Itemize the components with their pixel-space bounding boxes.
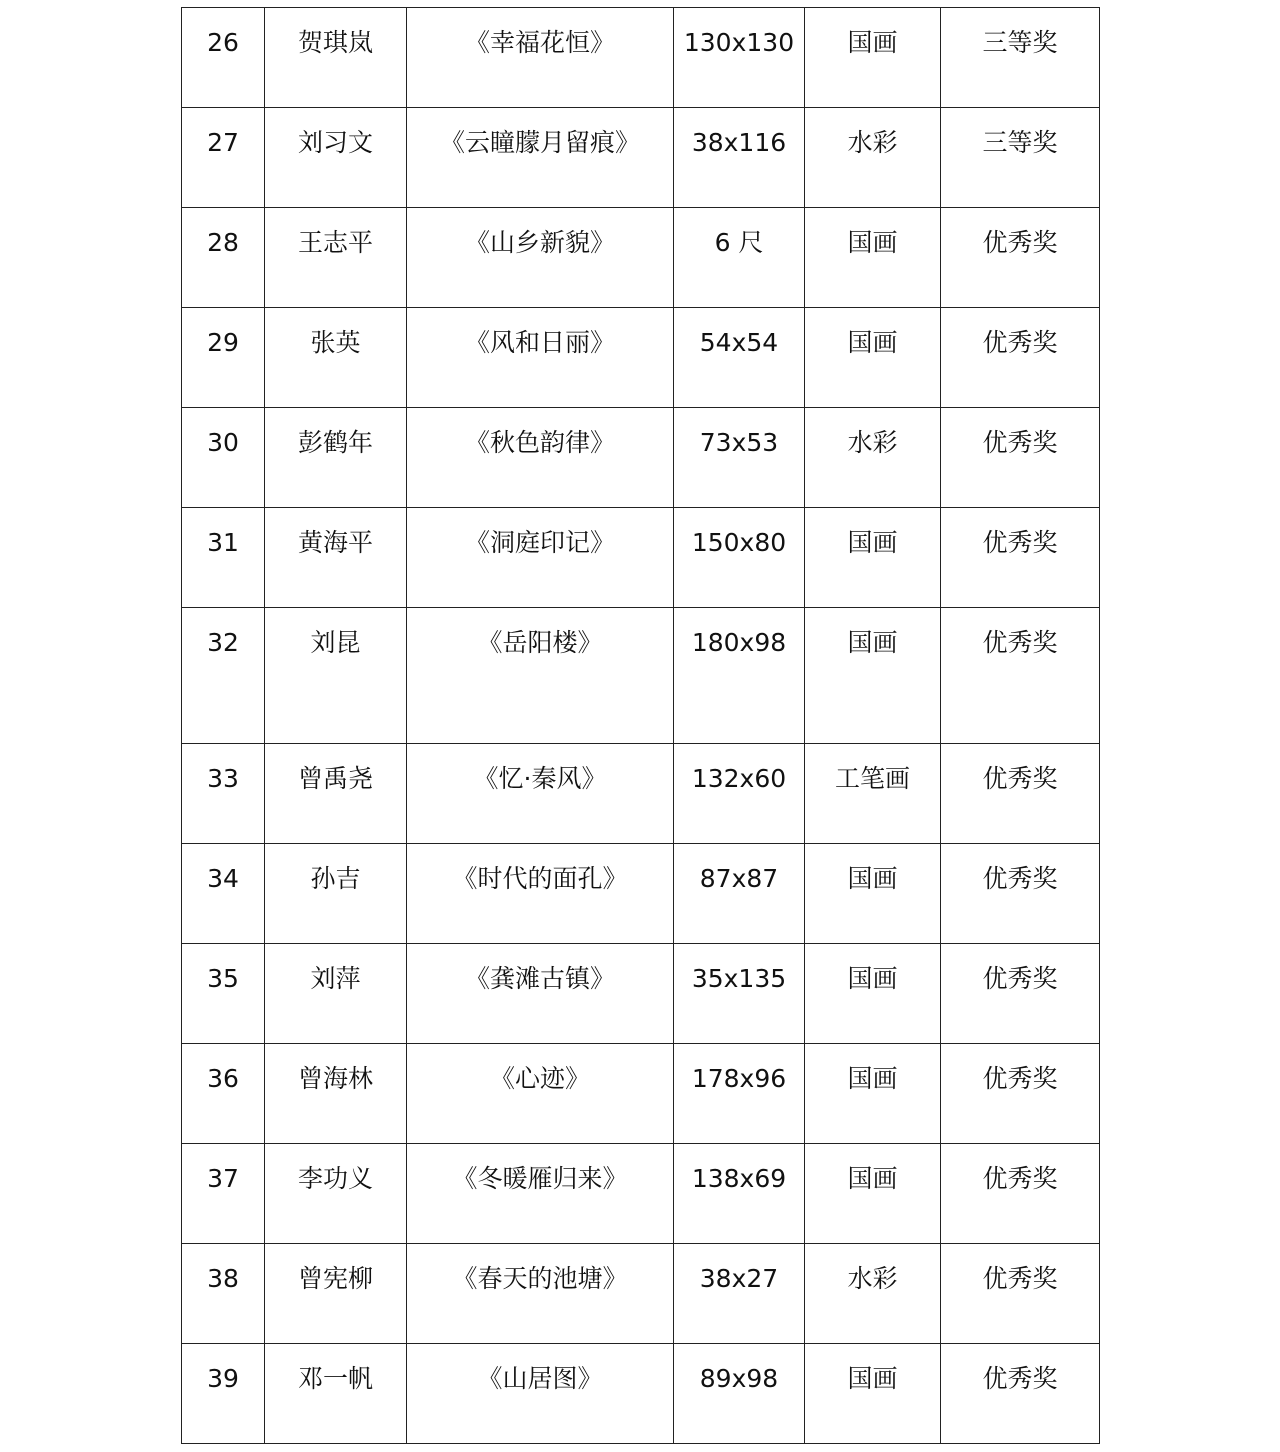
artwork-title: 《风和日丽》 — [407, 308, 674, 408]
artwork-title: 《忆·秦风》 — [407, 744, 674, 844]
row-number: 28 — [182, 208, 265, 308]
artwork-size: 132x60 — [674, 744, 805, 844]
award-level: 三等奖 — [941, 8, 1100, 108]
artist-name: 孙吉 — [265, 844, 407, 944]
award-level: 优秀奖 — [941, 308, 1100, 408]
artwork-type: 国画 — [805, 1044, 941, 1144]
award-level: 优秀奖 — [941, 1044, 1100, 1144]
artist-name: 李功义 — [265, 1144, 407, 1244]
artwork-size: 73x53 — [674, 408, 805, 508]
artwork-size: 130x130 — [674, 8, 805, 108]
artwork-type: 国画 — [805, 8, 941, 108]
row-number: 30 — [182, 408, 265, 508]
table-row — [182, 308, 1100, 408]
award-level: 优秀奖 — [941, 844, 1100, 944]
award-level: 优秀奖 — [941, 408, 1100, 508]
table-row — [182, 608, 1100, 744]
artist-name: 张英 — [265, 308, 407, 408]
table-row — [182, 1144, 1100, 1244]
row-number: 31 — [182, 508, 265, 608]
row-number: 34 — [182, 844, 265, 944]
artist-name: 曾海林 — [265, 1044, 407, 1144]
artwork-title: 《时代的面孔》 — [407, 844, 674, 944]
artist-name: 曾禹尧 — [265, 744, 407, 844]
award-level: 优秀奖 — [941, 1144, 1100, 1244]
artwork-title: 《山乡新貌》 — [407, 208, 674, 308]
table-row — [182, 844, 1100, 944]
artwork-size: 6 尺 — [674, 208, 805, 308]
award-level: 三等奖 — [941, 108, 1100, 208]
row-number: 35 — [182, 944, 265, 1044]
row-number: 33 — [182, 744, 265, 844]
awards-table — [181, 7, 1100, 1444]
artwork-title: 《岳阳楼》 — [407, 608, 674, 744]
artwork-size: 38x116 — [674, 108, 805, 208]
artist-name: 贺琪岚 — [265, 8, 407, 108]
artwork-title: 《云瞳朦月留痕》 — [407, 108, 674, 208]
row-number: 36 — [182, 1044, 265, 1144]
table-row — [182, 1344, 1100, 1444]
artwork-type: 国画 — [805, 1344, 941, 1444]
table-row — [182, 1244, 1100, 1344]
artwork-title: 《冬暖雁归来》 — [407, 1144, 674, 1244]
artwork-type: 水彩 — [805, 108, 941, 208]
artwork-type: 国画 — [805, 208, 941, 308]
artwork-title: 《秋色韵律》 — [407, 408, 674, 508]
artwork-type: 国画 — [805, 508, 941, 608]
table-row — [182, 1044, 1100, 1144]
artwork-title: 《山居图》 — [407, 1344, 674, 1444]
row-number: 37 — [182, 1144, 265, 1244]
artwork-size: 89x98 — [674, 1344, 805, 1444]
artist-name: 邓一帆 — [265, 1344, 407, 1444]
table-row — [182, 108, 1100, 208]
table-row — [182, 744, 1100, 844]
row-number: 39 — [182, 1344, 265, 1444]
award-level: 优秀奖 — [941, 508, 1100, 608]
row-number: 32 — [182, 608, 265, 744]
artwork-size: 178x96 — [674, 1044, 805, 1144]
artist-name: 刘萍 — [265, 944, 407, 1044]
row-number: 26 — [182, 8, 265, 108]
row-number: 27 — [182, 108, 265, 208]
artwork-type: 国画 — [805, 608, 941, 744]
artwork-size: 150x80 — [674, 508, 805, 608]
artist-name: 刘习文 — [265, 108, 407, 208]
row-number: 29 — [182, 308, 265, 408]
artwork-type: 水彩 — [805, 408, 941, 508]
artist-name: 黄海平 — [265, 508, 407, 608]
artwork-size: 87x87 — [674, 844, 805, 944]
artist-name: 王志平 — [265, 208, 407, 308]
awards-table-body — [182, 8, 1100, 1444]
table-row — [182, 208, 1100, 308]
artwork-size: 138x69 — [674, 1144, 805, 1244]
award-level: 优秀奖 — [941, 944, 1100, 1044]
artwork-size: 35x135 — [674, 944, 805, 1044]
table-row — [182, 944, 1100, 1044]
artwork-title: 《洞庭印记》 — [407, 508, 674, 608]
award-level: 优秀奖 — [941, 744, 1100, 844]
award-level: 优秀奖 — [941, 608, 1100, 744]
artwork-size: 38x27 — [674, 1244, 805, 1344]
artwork-size: 180x98 — [674, 608, 805, 744]
award-level: 优秀奖 — [941, 1244, 1100, 1344]
artwork-title: 《幸福花恒》 — [407, 8, 674, 108]
artist-name: 曾宪柳 — [265, 1244, 407, 1344]
artist-name: 彭鹤年 — [265, 408, 407, 508]
artwork-type: 水彩 — [805, 1244, 941, 1344]
table-row — [182, 508, 1100, 608]
artwork-title: 《龚滩古镇》 — [407, 944, 674, 1044]
table-row — [182, 8, 1100, 108]
artwork-size: 54x54 — [674, 308, 805, 408]
artwork-type: 国画 — [805, 944, 941, 1044]
award-level: 优秀奖 — [941, 208, 1100, 308]
award-level: 优秀奖 — [941, 1344, 1100, 1444]
row-number: 38 — [182, 1244, 265, 1344]
table-row — [182, 408, 1100, 508]
artwork-title: 《春天的池塘》 — [407, 1244, 674, 1344]
artwork-type: 工笔画 — [805, 744, 941, 844]
artist-name: 刘昆 — [265, 608, 407, 744]
artwork-type: 国画 — [805, 1144, 941, 1244]
artwork-title: 《心迹》 — [407, 1044, 674, 1144]
artwork-type: 国画 — [805, 308, 941, 408]
artwork-type: 国画 — [805, 844, 941, 944]
